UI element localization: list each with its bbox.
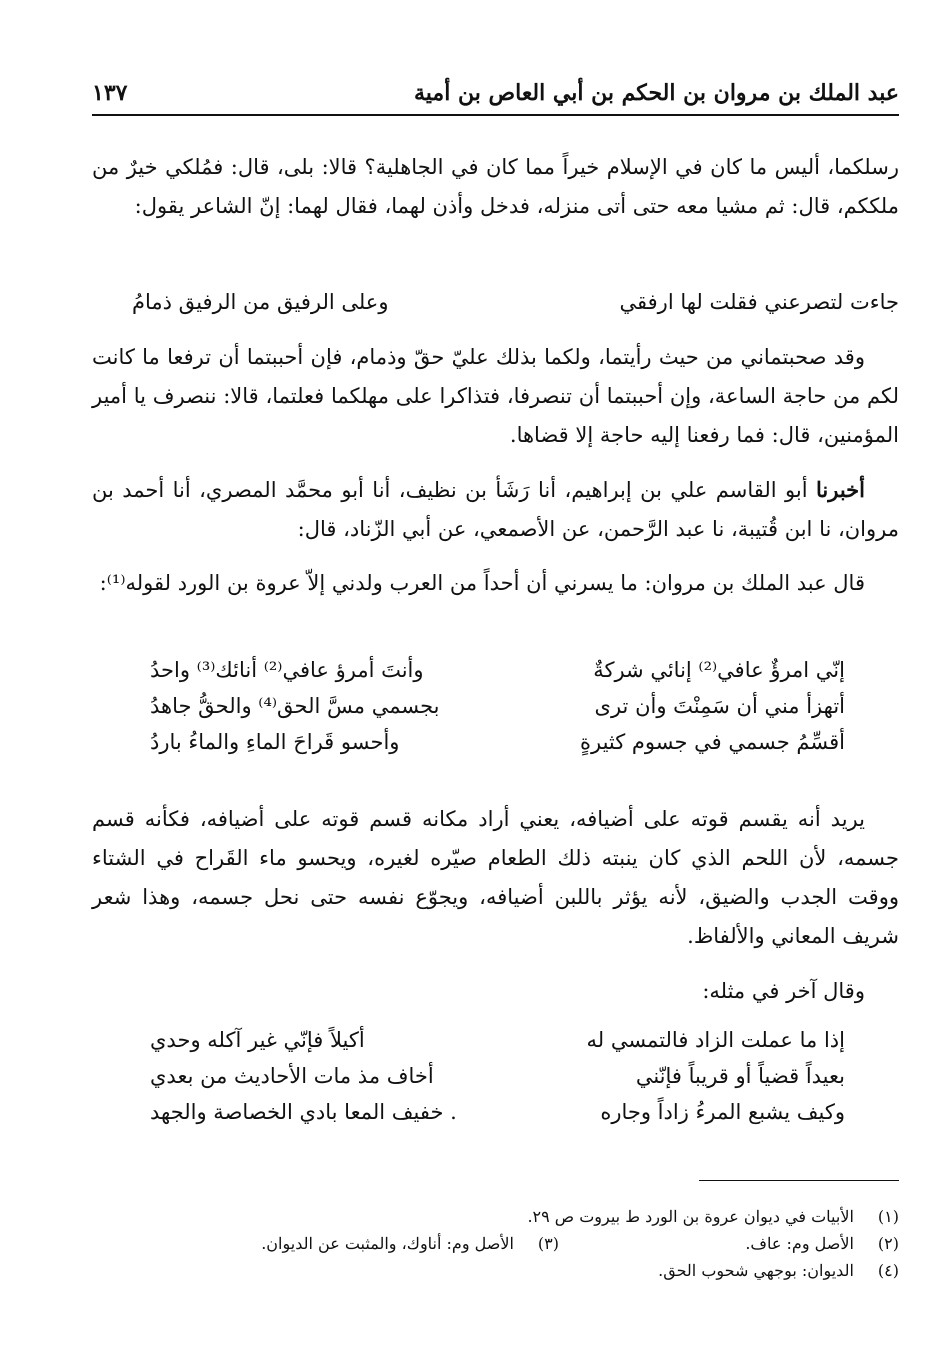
running-title: عبد الملك بن مروان بن الحكم بن أبي العاص بن أمية <box>414 80 899 106</box>
paragraph-text: وقال آخر في مثله: <box>702 979 865 1003</box>
verse-hemistich-right: إنّي امرؤٌ عافي⁽²⁾ إنائي شركةٌ <box>593 658 845 682</box>
paragraph-text: رسلكما، أليس ما كان في الإسلام خيراً مما كان في الجاهلية؟ قالا: بلى، قال: فمُلكي خيرٌ من ملككم، قال: ثم مشيا معه حتى أتى منزله، فدخل وأذن لهما، فقال لهما: إنّ الشاعر يقول: <box>92 155 899 218</box>
paragraph-3 <box>92 470 899 549</box>
footnote <box>92 1203 899 1230</box>
paragraph-4 <box>92 564 899 603</box>
verse-line <box>150 658 845 694</box>
isnad-text: أبو القاسم علي بن إبراهيم، أنا رَشَأ بن نظيف، أنا أبو محمَّد المصري، أنا أحمد بن مروان، نا ابن قُتيبة، نا عبد الرَّحمن، عن الأصمعي، عن أبي الزّناد، قال: <box>92 478 899 541</box>
verse-block-urwa <box>150 658 845 766</box>
running-header <box>92 78 899 116</box>
footnote-text: الديوان: بوجهي شحوب الحق. <box>658 1261 854 1280</box>
footnote-number: (٤) <box>877 1261 899 1280</box>
verse-line <box>150 1100 845 1136</box>
footnote-text: الأبيات في ديوان عروة بن الورد ط بيروت ص ٢٩. <box>527 1207 854 1226</box>
verse-hemistich-right: أقسِّمُ جسمي في جسوم كثيرةٍ <box>579 730 845 754</box>
footnote <box>92 1230 899 1257</box>
footnote-number: (٣) <box>537 1234 559 1253</box>
verse-hemistich-right: إذا ما عملت الزاد فالتمسي له <box>586 1028 845 1052</box>
verse-hemistich-left: وعلى الرفيق من الرفيق ذمامُ <box>132 290 389 314</box>
verse-line <box>150 694 845 730</box>
verse-hemistich-left: . خفيف المعا بادي الخصاصة والجهد <box>150 1100 457 1124</box>
footnote-text: الأصل وم: أناوك، والمثبت عن الديوان. <box>261 1234 514 1253</box>
verse-line <box>150 1028 845 1064</box>
footnote-number: (١) <box>877 1207 899 1226</box>
verse-block-other-poet <box>150 1028 845 1136</box>
page-number: ١٣٧ <box>92 80 128 106</box>
paragraph-6 <box>92 972 899 1011</box>
verse-hemistich-left: بجسمي مسَّ الحق⁽⁴⁾ والحقُّ جاهدُ <box>150 694 440 718</box>
verse-hemistich-left: وأنتَ أمرؤ عافي⁽²⁾ أنائك⁽³⁾ واحدُ <box>150 658 424 682</box>
paragraph-5 <box>92 800 899 956</box>
footnote-number: (٢) <box>877 1234 899 1253</box>
verse-hemistich-left: وأحسو قَراحَ الماءِ والماءُ باردُ <box>150 730 400 754</box>
verse-hemistich-right: جاءت لتصرعني فقلت لها ارفقي <box>619 290 899 314</box>
footnote-inline <box>261 1230 559 1257</box>
verse-hemistich-left: أكيلاً فإنّي غير آكله وحدي <box>150 1028 365 1052</box>
paragraph-text: قال عبد الملك بن مروان: ما يسرني أن أحداً من العرب ولدني إلاّ عروة بن الورد لقوله⁽¹⁾: <box>99 571 865 595</box>
paragraph-text: يريد أنه يقسم قوته على أضيافه، يعني أراد مكانه قسم قوته على أضيافه، فكأنه قسم جسمه، لأن اللحم الذي كان ينبته ذلك الطعام صيّره لغيره، ويحسو ماء القَراح في الشتاء ووقت الجدب والضيق، لأنه يؤثر باللبن أضيافه، ويجوّع نفسه حتى نحل جسمه، وهذا شعر شريف المعاني والألفاظ. <box>92 807 899 948</box>
verse-line <box>150 1064 845 1100</box>
verse-hemistich-right: بعيداً قضياً أو قريباً فإنّني <box>635 1064 845 1088</box>
verse-line <box>150 730 845 766</box>
verse-hemistich-right: وكيف يشبع المرءُ زاداً وجاره <box>600 1100 845 1124</box>
paragraph-2 <box>92 338 899 455</box>
verse-line-1 <box>92 290 899 330</box>
paragraph-1 <box>92 148 899 226</box>
paragraph-text: وقد صحبتماني من حيث رأيتما، ولكما بذلك عليّ حقّ وذمام، فإن أحببتما أن ترفعا ما كانت لكم من حاجة الساعة، وإن أحببتما أن تنصرفا، فتذاكرا على مهلكما فعلتما، قالا: ننصرف يا أمير المؤمنين، قال: فما رفعنا إليه حاجة إلا قضاها. <box>92 345 899 447</box>
footnote-text: الأصل وم: عاف. <box>745 1234 854 1253</box>
footnotes <box>92 1203 899 1284</box>
verse-hemistich-right: أتهزأ مني أن سَمِنْتَ وأن ترى <box>594 694 845 718</box>
footnote-separator <box>699 1180 899 1181</box>
paragraph-text <box>92 470 899 549</box>
isnad-lead-word: أخبرنا <box>816 477 865 502</box>
verse-hemistich-left: أخاف مذ مات الأحاديث من بعدي <box>150 1064 434 1088</box>
footnote <box>92 1257 899 1284</box>
